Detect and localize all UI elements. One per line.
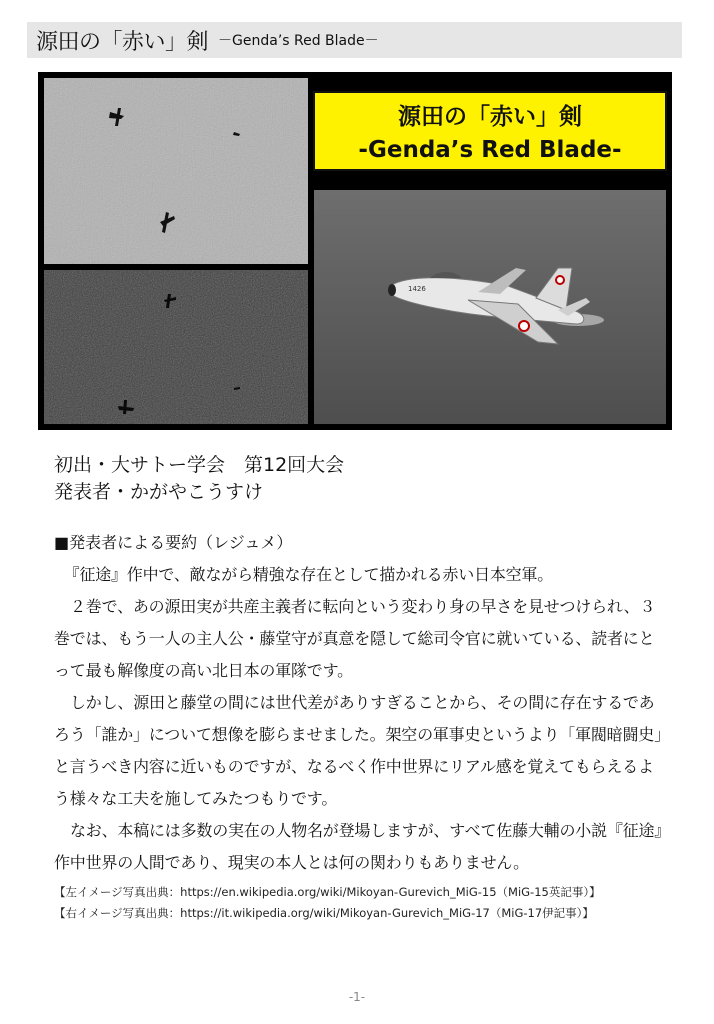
summary-section [54,527,664,924]
first-published-line: 初出・大サトー学会 第12回大会 [54,454,345,476]
page-title: 源田の「赤い」剣 [36,29,209,55]
presenter-line: 発表者・かがやこうすけ [54,481,264,503]
hero-image-collage [38,72,672,430]
source-left: 【左イメージ写真出典：https://en.wikipedia.org/wiki/Mikoyan-Gurevich_MiG-15（MiG-15英記事）】 [54,885,601,899]
banner-title: 源田の「赤い」剣 [398,104,582,130]
summary-paragraph: なお、本稿には多数の実在の人物名が登場しますが、すべて佐藤大輔の小説『征途』作中世界の人間であり、現実の本人とは何の関わりもありません。 [54,821,663,872]
title-bar [27,22,682,58]
right-photo [314,190,666,424]
summary-heading: ■発表者による要約（レジュメ） [54,533,293,552]
publication-meta [54,452,344,506]
page-number: -1- [348,990,366,1004]
banner-subtitle: -Genda’s Red Blade- [358,137,622,163]
hero-collage-svg [38,72,672,430]
summary-paragraph: しかし、源田と藤堂の間には世代差がありすぎることから、その間に存在するであろう「誰か」について想像を膨らませました。架空の軍事史というより「軍閥暗闘史」と言うべき内容に近いものですが、なるべく作中世界にリアル感を覚えてもらえるよう様々な工夫を施してみたつもりです。 [54,693,662,808]
left-photo-bottom [44,270,308,424]
summary-paragraph: 『征途』作中で、敵ながら精強な存在として描かれる赤い日本空軍。 [63,565,554,584]
aircraft-marking: 1426 [408,285,426,293]
summary-paragraph: ２巻で、あの源田実が共産主義者に転向という変わり身の早さを見せつけられ、３巻では、もう一人の主人公・藤堂守が真意を隠して総司令官に就いている、読者にとって最も解像度の高い北日本の軍隊です。 [54,597,656,680]
image-sources [54,882,664,924]
title-banner [314,92,666,170]
left-photo-top [44,78,308,264]
source-right: 【右イメージ写真出典：https://it.wikipedia.org/wiki/Mikoyan-Gurevich_MiG-17（MiG-17伊記事）】 [54,906,594,920]
page-subtitle: －Genda’s Red Blade－ [218,33,379,49]
